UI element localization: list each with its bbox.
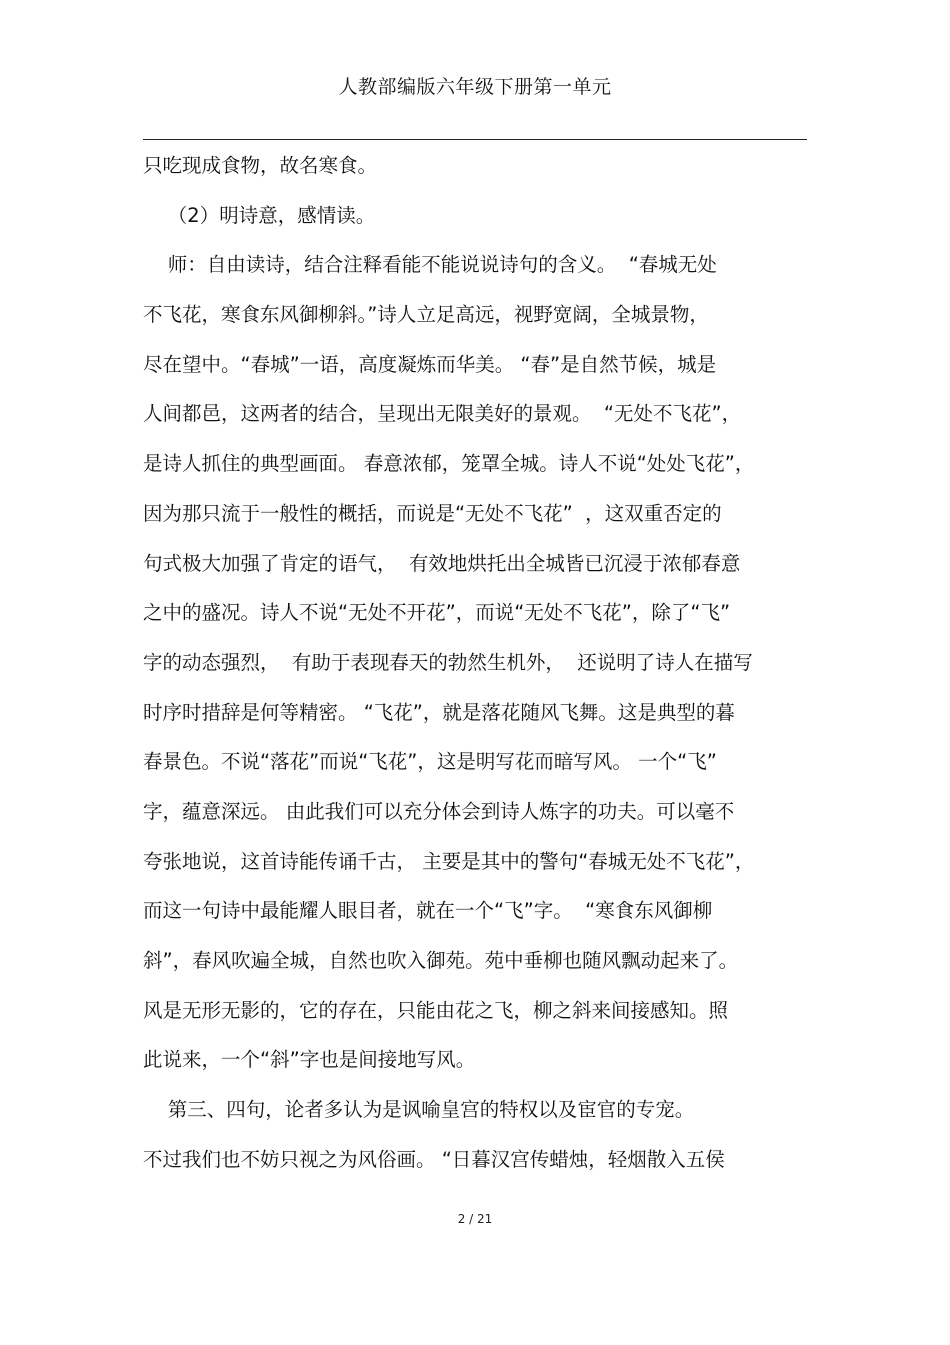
text-line: 时序时措辞是何等精密。 “飞花”，就是落花随风飞舞。这是典型的暮 [143,700,735,724]
header-divider [143,139,807,140]
text-line: 第三、四句，论者多认为是讽喻皇宫的特权以及宦官的专宠。 [143,1098,695,1122]
text-line: 字的动态强烈， 有助于表现春天的勃然生机外， 还说明了诗人在描写 [143,650,753,674]
text-line: 尽在望中。“春城”一语，高度凝炼而华美。 “春”是自然节候，城是 [143,352,717,376]
text-line: 只吃现成食物，故名寒食。 [143,154,378,177]
document-body [143,148,807,1191]
text-line: 人间都邑，这两者的结合，呈现出无限美好的景观。 “无处不飞花”， [143,402,742,426]
text-line: 不过我们也不妨只视之为风俗画。 “日暮汉宫传蜡烛，轻烟散入五侯 [143,1147,725,1171]
text-line: 此说来，一个“斜”字也是间接地写风。 [143,1048,476,1072]
text-line: 是诗人抓住的典型画面。 春意浓郁，笼罩全城。诗人不说“处处飞花”， [143,452,755,476]
text-line: 斜”，春风吹遍全城，自然也吹入御苑。苑中垂柳也随风飘动起来了。 [143,949,739,972]
text-line: 春景色。不说“落花”而说“飞花”，这是明写花而暗写风。 一个“飞” [143,750,717,774]
page-header-title: 人教部编版六年级下册第一单元 [338,76,612,98]
text-line: （2）明诗意，感情读。 [143,203,376,227]
text-line: 因为那只流于一般性的概括，而说是“无处不飞花” ，这双重否定的 [143,501,722,525]
text-line: 夸张地说，这首诗能传诵千古， 主要是其中的警句“春城无处不飞花”， [143,849,755,873]
page-number: 2 / 21 [457,1212,493,1226]
text-line: 句式极大加强了肯定的语气， 有效地烘托出全城皆已沉浸于浓郁春意 [143,551,741,575]
text-line: 之中的盛况。诗人不说“无处不开花”，而说“无处不飞花”，除了“飞” [143,601,731,625]
text-line: 风是无形无影的，它的存在，只能由花之飞，柳之斜来间接感知。照 [143,998,729,1022]
text-line: 师：自由读诗，结合注释看能不能说说诗句的含义。 “春城无处 [143,253,717,277]
text-line: 而这一句诗中最能耀人眼目者，就在一个“飞”字。 “寒食东风御柳 [143,899,713,923]
text-line: 不飞花，寒食东风御柳斜。”诗人立足高远，视野宽阔，全城景物， [143,303,709,327]
text-line: 字，蕴意深远。 由此我们可以充分体会到诗人炼字的功夫。可以毫不 [143,799,735,823]
